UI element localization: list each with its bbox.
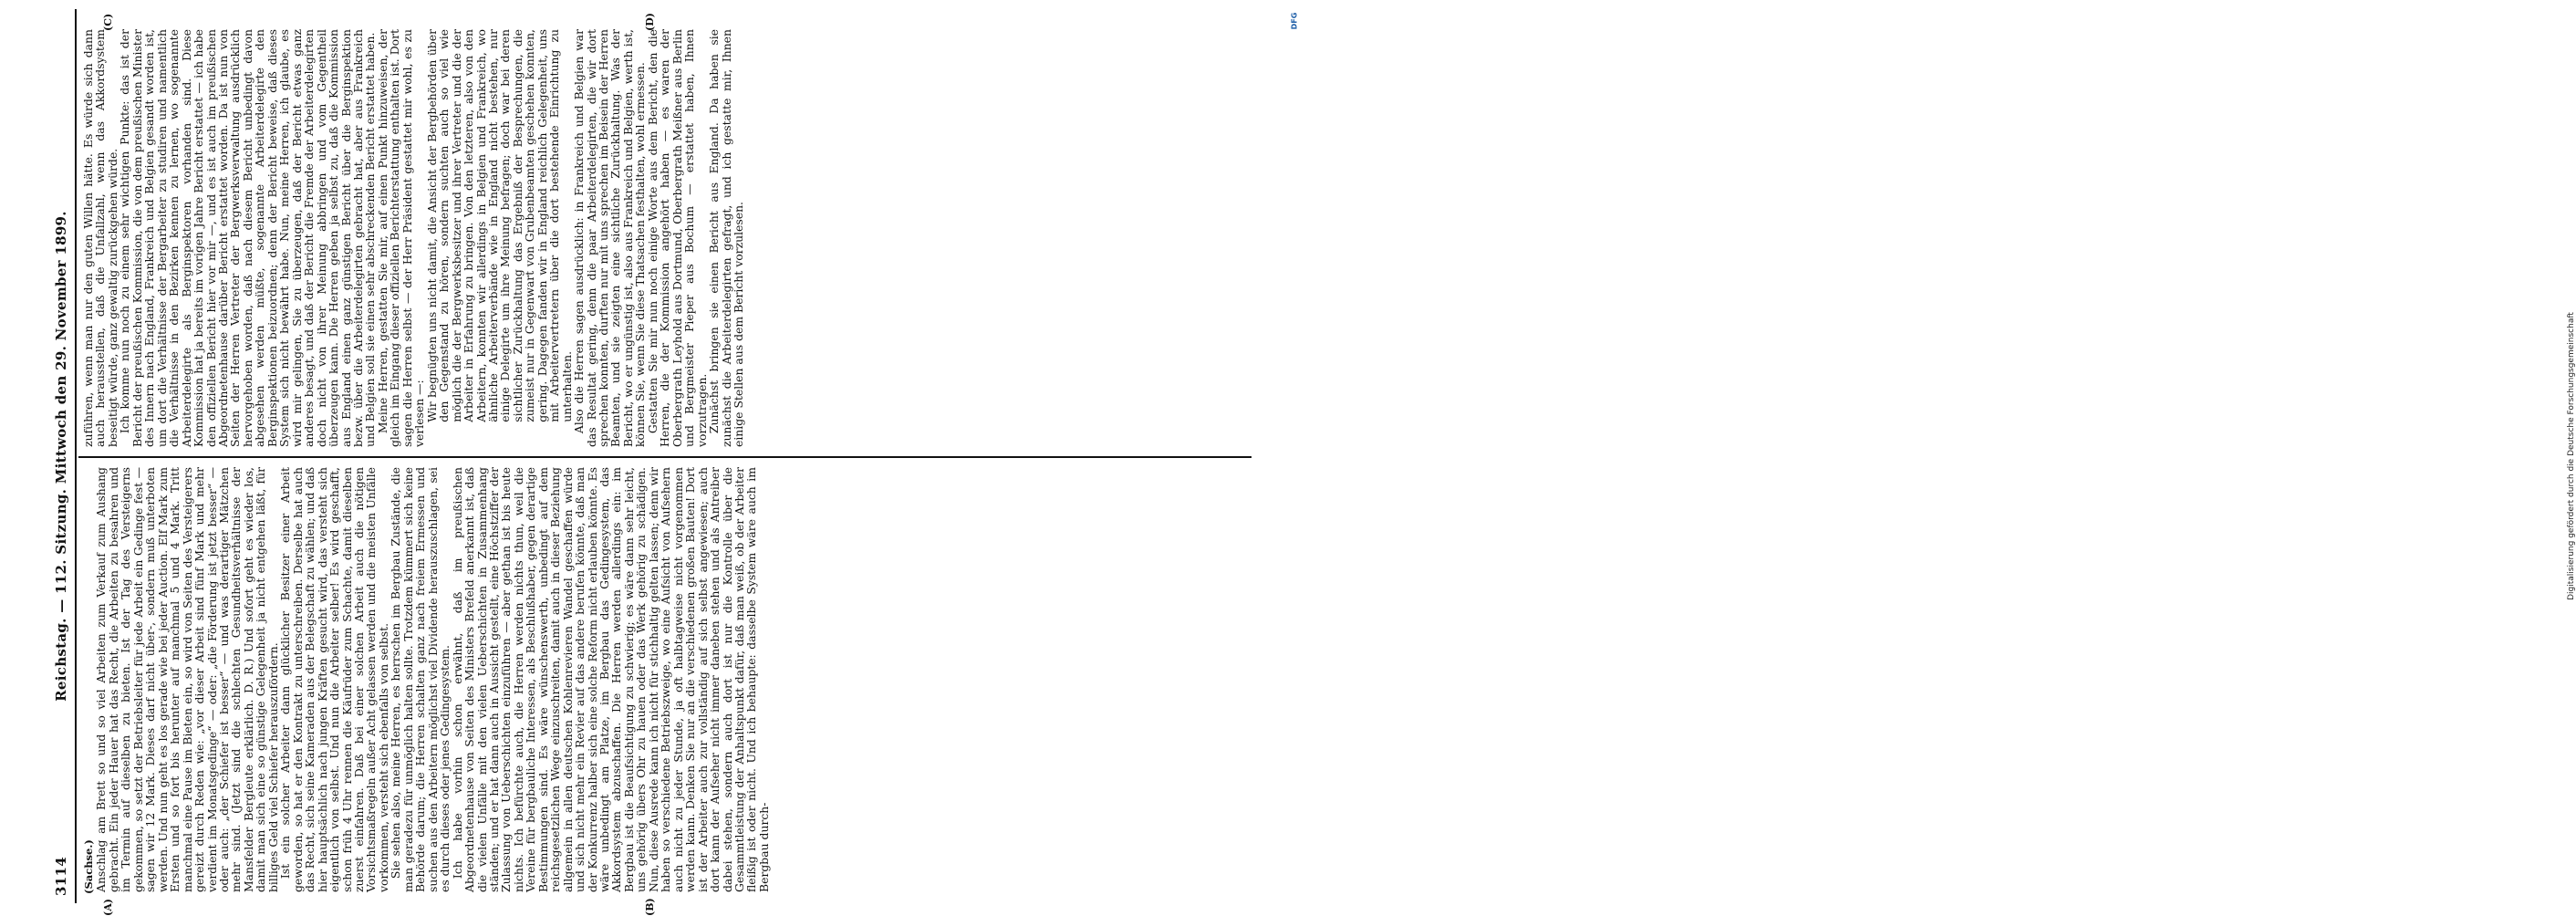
left-column — [82, 467, 770, 892]
paragraph: Ich komme nun noch zu einem sehr wichtigen Punkte: das ist der Bericht der preußischen Kommission, die von dem preußischen Minister des Innern nach England, Frankreich und Belgien gesandt worden ist, um dort die Verhältnisse der Bergarbeiter zu studiren und namentlich die Verhältnisse in den Bezirken kennen zu lernen, wo sogenannte Arbeiterdelegirte als Berginspektoren vorhanden sind. Diese Kommission hat ja bereits im vorigen Jahre Bericht erstattet — ich habe den offiziellen Bericht hier vor mir —, und es ist auch im preußischen Abgeordnetenhause darüber Bericht erstattet worden. Da ist nun von Seiten der Herren Vertreter der Bergwerksverwaltung ausdrücklich hervorgehoben worden, daß nach diesem Bericht unbedingt davon abgesehen werden müßte, sogenannte Arbeiterdelegirte den Berginspektionen beizuordnen; denn der Bericht beweise, daß dieses System sich nicht bewährt habe. Nun, meine Herren, ich glaube, es wird mir gelingen, Sie zu überzeugen, daß der Bericht etwas ganz anderes besagt, und daß der Bericht die Fremde der Arbeiterdelegirten doch nicht von ihrer Meinung abbringen und vom Gegentheil überzeugen kann. Die Herren geben ja selbst zu, daß die Kommission aus England einen ganz günstigen Bericht über die Berginspektion bezw. über die Arbeiterdelegirten gebracht hat, aber aus Frankreich und Belgien soll sie einen sehr abschreckenden Bericht erstattet haben. — [118, 29, 378, 447]
margin-marker-b: (B) — [644, 898, 656, 916]
margin-marker-c: (C) — [102, 13, 114, 31]
header-rule — [75, 9, 77, 903]
paragraph: Also die Herren sagen ausdrücklich: in Frankreich und Belgien war das Resultat gering, denn die paar Arbeiterdelegirten, die wir dort sprechen konnten, durften nur mit uns sprechen im Beisein der Herren Beamten, und sie zeigten eine sichtliche Zurückhaltung. Was der Bericht, wo er ungünstig ist, also aus Frankreich und Belgien, werth ist, können Sie, wenn Sie diese Thatsachen festhalten, wohl ermessen. — [572, 29, 648, 447]
page-number: 3114 — [53, 857, 69, 896]
paragraph: Meine Herren, gestatten Sie mir, auf einen Punkt hinzuweisen, der gleich im Eingang dieser offiziellen Berichterstattung enthalten ist. Dort sagen die Herren selbst — der Herr Präsident gestattet mir wohl, es zu verlesen —: — [375, 29, 427, 447]
page-header — [53, 0, 71, 912]
paragraph: Ist ein solcher Arbeiter dann glücklicher Besitzer einer Arbeit geworden, so hat er den Kontrakt zu unterschreiben. Derselbe hat auch das Recht, sich seine Kameraden aus der Belegschaft zu wählen; und daß hier hauptsächlich nach jungen Kräften gesucht wird, das versteht sich eigentlich von selbst. Und nun die Arbeiter selber! Es wird geschafft, schon früh 4 Uhr rennen die Käufrüder zum Schachte, damit dieselben zuerst einfahren. Daß bei einer solchen Arbeit auch die nötigen Vorsichtsmaßregeln außer Acht gelassen werden und die meisten Unfälle vorkommen, versteht sich ebenfalls von selbst. — [278, 467, 390, 892]
margin-marker-a: (A) — [102, 899, 114, 916]
running-title: Reichstag. — 112. Sitzung. Mittwoch den 29. November 1899. — [53, 211, 69, 702]
dfg-logo: DFG — [1287, 7, 1302, 35]
paragraph: Gestatten Sie mir nun noch einige Worte aus dem Bericht, den die Herren, die der Kommission angehört haben — es waren der Oberbergrath Leyhold aus Dortmund, Oberbergrath Meißner aus Berlin und Bergmeister Pieper aus Bochum — erstattet haben, Ihnen vorzutragen. — [645, 29, 709, 447]
paragraph: Zunächst bringen sie einen Bericht aus England. Da haben sie zunächst die Arbeiterdelegirten gefragt, und ich gestatte mir, Ihnen einige Stellen aus dem Bericht vorzulesen. — [707, 29, 746, 447]
paragraph: Sie sehen also, meine Herren, es herrschen im Bergbau Zustände, die man geradezu für unmöglich halten sollte. Trotzdem kümmert sich keine Behörde darum; die Herren schalten ganz nach freiem Ermessen und suchen aus den Arbeitern möglichst viel Dividende herauszuschlagen, sei es durch dieses oder jenes Gedingesystem. — [389, 467, 452, 892]
quoted-passage: Wir begnügten uns nicht damit, die Ansicht der Bergbehörden über den Gegenstand zu hören, sondern suchten auch so viel wie möglich die der Bergwerksbesitzer und ihrer Vertreter und die der Arbeiter in Erfahrung zu bringen. Von den letzteren, also von den Arbeitern, konnten wir allerdings in Belgien und Frankreich, wo ähnliche Arbeiterverbände wie in England nicht bestehen, nur einige Delegirte um ihre Meinung befragen; doch war bei deren sichtlicher Zurückhaltung das Ergebniß der Besprechungen, die zumeist nur in Gegenwart von Grubenbeamten geschehen konnten, gering. Dagegen fanden wir in England reichlich Gelegenheit, uns mit Arbeitervertretern über die dort bestehende Einrichtung zu unterhalten. — [424, 29, 574, 422]
digitization-credit: Digitalisierung gefördert durch die Deutsche Forschungsgemeinschaft — [2567, 312, 2576, 600]
column-divider — [78, 456, 1252, 458]
speaker-tag: (Sachse.) — [82, 839, 95, 894]
margin-marker-d: (D) — [644, 13, 656, 31]
scanned-page — [0, 0, 1277, 916]
paragraph: Anschlag am Brett so und so viel Arbeiten zum Verkauf zum Aushang gebracht. Ein jeder Hauer hat das Recht, die Arbeiten zu besahren und im Termin auf dieselben zu bieten. Ist der Tag des Versteigerns gekommen, so setzt der Betriebsleiter für jede Arbeit ein Gedinge fest — sagen wir 12 Mark. Dieses darf nicht über-, sondern muß unterboten werden. Und nun geht es los gerade wie bei jeder Auction. Elf Mark zum Ersten und so fort bis herunter auf manchmal 5 und 4 Mark. Tritt manchmal eine Pause im Bieten ein, so wird von Seiten des Versteigerers gereizt durch Reden wie: „vor dieser Arbeit sind fünf Mark und mehr verdient im Monatsgedinge“ — oder: „die Förderung ist jetzt besser“ — oder auch: „der Schiefer ist besser“ — und was derartiger Mätzchen mehr sind. (Jetzt sind die schlechten Gesundheitsverhältnisse der Mansfelder Bergleute erklärlich. D. R.) Und sofort geht es wieder los, damit man sich eine so günstige Gelegenheit ja nicht entgehen läßt, für billiges Geld viel Schiefer herauszufördern. — [94, 467, 280, 892]
paragraph: Ich habe vorhin schon erwähnt, daß im preußischen Abgeordnetenhause von Seiten des Ministers Brefeld anerkannt ist, daß die vielen Unfälle mit den vielen Ueberschichten in Zusammenhang ständen; und er hat dann auch in Aussicht gestellt, eine Höchstziffer der Zulassung von Ueberschichten einzuführen — aber gethan ist bis heute nichts. Ich befürchte auch, die Herren werden nichts thun, weil die Vereine für bergbauliche Interessen, als Beschlußhaber, gegen derartige Bestimmungen sind. Es wäre wünschenswerth, unbedingt auf dem reichsgesetzlichen Wege einzuschreiten, damit auch in dieser Beziehung allgemein in allen deutschen Kohlenrevieren Wandel geschaffen würde und sich nicht mehr ein Revier auf das andere berufen könnte, daß man der Konkurrenz halber sich eine solche Reform nicht erlauben könnte. Es wäre unbedingt am Platze, im Bergbau das Gedingesystem, das Akkordsystem abzuschaffen. Die Herren werden allerdings ein: im Bergbau ist die Beaufsichtigung zu schwierig; es wäre dann sehr leicht, uns gehörig übers Ohr zu hauen oder das Werk gehörig zu schädigen. Nun, diese Ausrede kann ich nicht für stichhaltig gelten lassen; denn wir haben so verschiedene Betriebszweige, wo eine Aufsicht von Aufsehern auch nicht zu jeder Stunde, ja oft halbtagweise nicht vorgenommen werden kann. Denken Sie nur an die verschiedenen großen Bauten! Dort ist der Arbeiter auch zur vollständig auf sich selbst angewiesen; auch dort kann der Aufseher nicht immer daneben stehen und als Antreiber dabei stehen, sondern auch dort ist nur die Kontrolle über die Gesammtleistung der Anhaltspunkt dafür, daß man weiß, ob der Arbeiter fleißig ist oder nicht. Und ich behaupte: dasselbe System wäre auch im Bergbau durch- — [450, 467, 771, 892]
paragraph: zuführen, wenn man nur den guten Willen hätte. Es würde sich dann auch herausstellen, daß die Unfallzahl, wenn das Akkordsystem beseitigt würde, ganz gewaltig zurückgehen würde. — [81, 29, 119, 447]
right-column — [82, 29, 744, 447]
